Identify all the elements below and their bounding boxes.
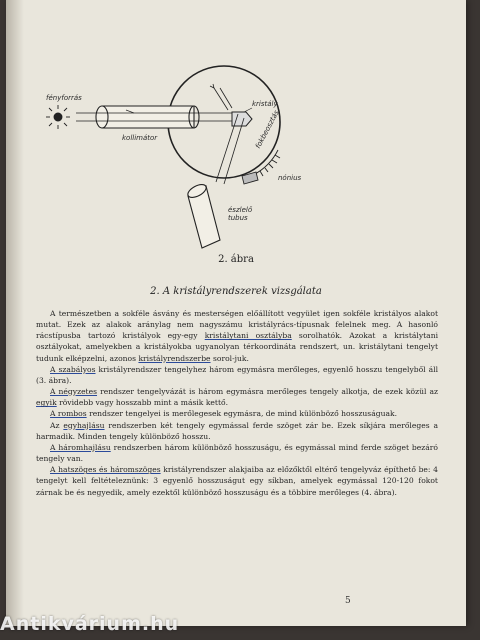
reflected-beam: [210, 84, 244, 184]
label-light-source: fényforrás: [46, 94, 82, 102]
body-text: [36, 308, 438, 498]
term-crystal-class: kristálytani osztályba: [204, 331, 292, 341]
watermark-logo: Antikvárium.hu: [0, 613, 180, 635]
paragraph-2: A szabályos kristályrendszer tengelyhez három egymásra merőleges, egyenlő hosszu tengelyből áll (3. ábra).: [36, 364, 438, 385]
paragraph-3: A négyzetes rendszer tengelyvázát is három egymásra merőleges tengely alkotja, de ezek közül az egyik rövidebb vagy hosszabb mint a másik kettő.: [36, 387, 439, 408]
book-page: [6, 0, 466, 626]
label-vernier: nónius: [278, 174, 302, 182]
paragraph-6: A háromhajlásu rendszerben három különböző hosszuságu, és egymással mind ferde szöget bezáró tengely van.: [36, 442, 438, 464]
term-one: egyik: [36, 398, 57, 408]
telescope-tube: [186, 182, 220, 248]
paragraph-4: A rombos rendszer tengelyei is merőlegesek egymásra, de mind különböző hosszuságuak.: [50, 409, 398, 419]
paragraph-1: A természetben a sokféle ásvány és mesterségen előállított vegyület igen sokféle kristályos alakot mutat. Ezek az alakok aránylag nem nagyszámu kristályrács-típusnak felelnek meg. A hasonló rácstípusba tartozó kristályok egy-egy kristálytani osztályba sorolhatók. Azokat a kristálytani osztályokat, amelyekben a kristályokba ugyanolyan térkoordináta rendszert, un. kristálytani tengelyt tudunk elképzelni, azonos kristályrendszerbe sorol-juk.: [36, 309, 439, 363]
term-crystal-system: kristályrendszerbe: [138, 353, 211, 363]
term-tetragonal: A négyzetes: [50, 387, 98, 397]
section-heading: 2. A kristályrendszerek vizsgálata: [150, 286, 322, 297]
light-source-icon: [46, 105, 70, 129]
paragraph-5: Az egyhajlásu rendszerben két tengely egymással ferde szöget zár be. Ezek síkjára merőleges a harmadik. Minden tengely különböző hosszu.: [36, 420, 438, 441]
figure-caption: 2. ábra: [218, 254, 254, 265]
term-cubic: A szabályos: [50, 364, 96, 374]
label-collimator: kollimátor: [122, 134, 158, 142]
page-number: 5: [345, 596, 351, 606]
label-crystal: kristály: [252, 100, 278, 108]
term-hexagonal-trigonal: A hatszöges és háromszöges: [50, 465, 161, 475]
label-telescope-1: észlelő: [228, 206, 253, 214]
collimator-tube: [96, 106, 199, 128]
paragraph-7: A hatszöges és háromszöges kristályrendszer alakjaiba az előzőktől eltérő tengelyváz építhető be: 4 tengelyt kell feltételeznünk: 3 egyenlő hosszuságut egy síkban, amelyek egymással 120-120 fokot zárnak be és negyedik, amely ezektől különböző hosszuságu és a többire merőleges (4. ábra).: [36, 465, 438, 497]
term-triclinic: A háromhajlásu: [50, 442, 111, 452]
label-telescope-2: tubus: [228, 214, 248, 222]
term-monoclinic: egyhajlásu: [63, 420, 105, 430]
label-scale: fokbeosztás: [254, 109, 281, 150]
term-orthorhombic: A rombos: [50, 409, 87, 419]
